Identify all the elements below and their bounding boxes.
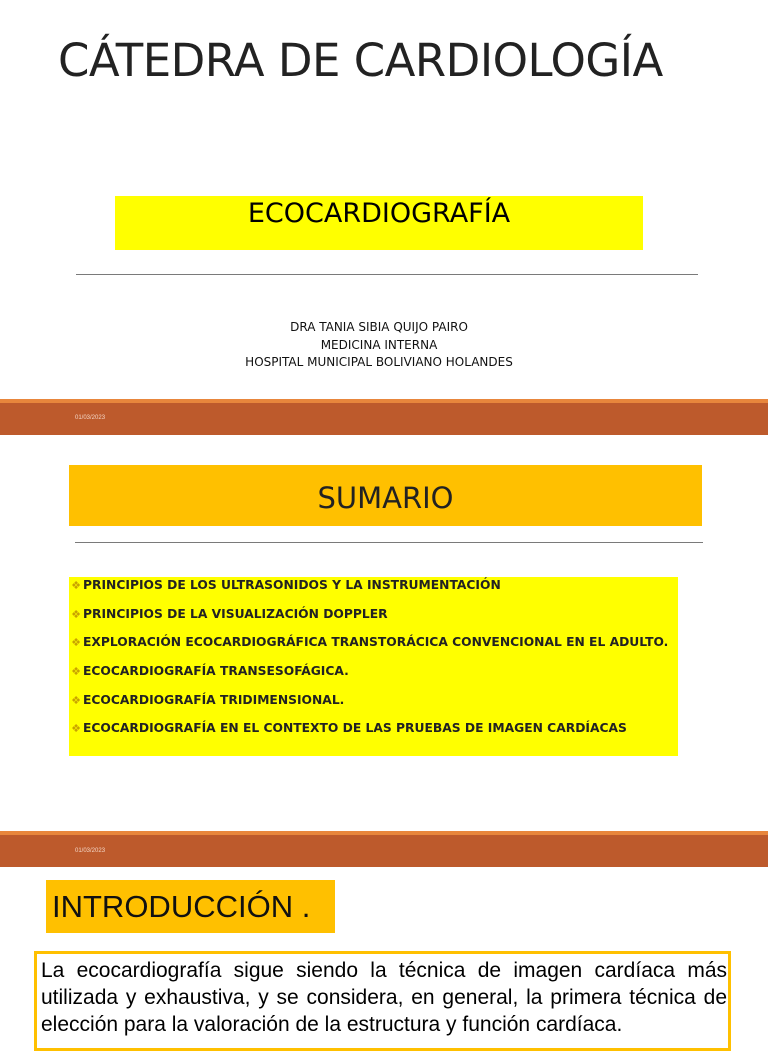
diamond-bullet-icon: ❖ xyxy=(71,665,81,679)
diamond-bullet-icon: ❖ xyxy=(71,722,81,736)
list-item xyxy=(69,664,678,693)
slide1-subtitle: ECOCARDIOGRAFÍA xyxy=(247,198,511,229)
list-item xyxy=(69,607,678,636)
footer-band xyxy=(0,403,768,435)
list-item-label: PRINCIPIOS DE LA VISUALIZACIÓN DOPPLER xyxy=(83,606,388,621)
diamond-bullet-icon: ❖ xyxy=(71,636,81,650)
list-item-label: ECOCARDIOGRAFÍA TRIDIMENSIONAL. xyxy=(83,692,345,707)
author-block xyxy=(115,319,643,372)
slide1-title: CÁTEDRA DE CARDIOLOGÍA xyxy=(58,34,663,87)
diamond-bullet-icon: ❖ xyxy=(71,579,81,592)
divider xyxy=(75,542,703,543)
list-item xyxy=(69,578,678,607)
slide3-title: INTRODUCCIÓN . xyxy=(52,889,311,924)
list-item-label: PRINCIPIOS DE LOS ULTRASONIDOS Y LA INSTRUMENTACIÓN xyxy=(83,578,501,592)
author-name: DRA TANIA SIBIA QUIJO PAIRO xyxy=(290,320,468,334)
list-item-label: ECOCARDIOGRAFÍA EN EL CONTEXTO DE LAS PRUEBAS DE IMAGEN CARDÍACAS xyxy=(83,721,627,736)
footer-band xyxy=(0,835,768,867)
list-item xyxy=(69,721,678,750)
list-item xyxy=(69,693,678,722)
list-item-label: EXPLORACIÓN ECOCARDIOGRÁFICA TRANSTORÁCICA CONVENCIONAL EN EL ADULTO. xyxy=(83,635,669,650)
divider xyxy=(76,274,698,275)
author-specialty: MEDICINA INTERNA xyxy=(320,337,438,352)
list-item xyxy=(69,635,678,664)
diamond-bullet-icon: ❖ xyxy=(71,607,81,621)
slide-date: 01/03/2023 xyxy=(75,415,106,421)
summary-list xyxy=(69,578,678,750)
author-hospital: HOSPITAL MUNICIPAL BOLIVIANO HOLANDES xyxy=(245,355,513,369)
slide2-title: SUMARIO xyxy=(317,481,454,515)
intro-paragraph: La ecocardiografía sigue siendo la técnica de imagen cardíaca más utilizada y exhaustiva, y se considera, en general, la primera técnica de elección para la valoración de la estructura y función cardíaca. xyxy=(41,959,727,1036)
diamond-bullet-icon: ❖ xyxy=(71,693,81,707)
slide-date: 01/03/2023 xyxy=(75,848,106,854)
list-item-label: ECOCARDIOGRAFÍA TRANSESOFÁGICA. xyxy=(83,664,349,679)
